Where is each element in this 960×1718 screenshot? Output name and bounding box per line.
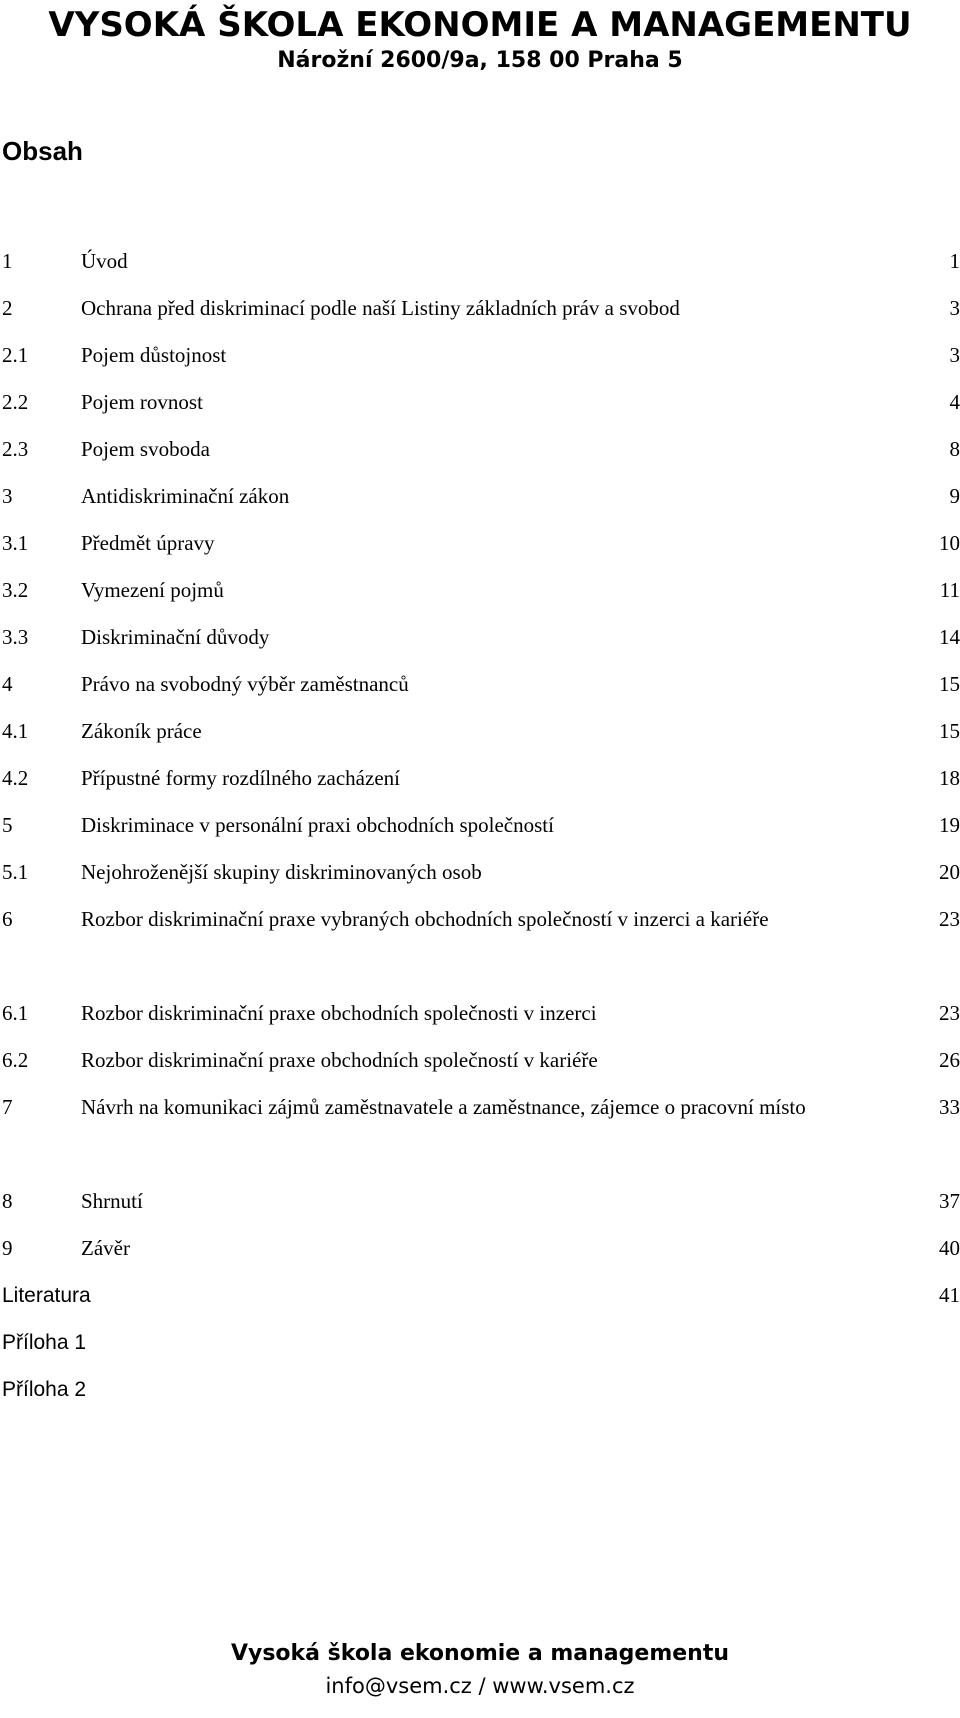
toc-entry-number: 3.3 <box>2 625 29 649</box>
toc-entry-page: 20 <box>939 860 960 884</box>
toc-entry-number: 5 <box>2 813 13 837</box>
toc-entry <box>0 1084 960 1178</box>
toc-entry <box>0 849 960 896</box>
toc-entry-title: Vymezení pojmů <box>81 578 224 602</box>
toc-entry-number: 9 <box>2 1236 13 1260</box>
toc-entry <box>0 1319 960 1366</box>
school-name: VYSOKÁ ŠKOLA EKONOMIE A MANAGEMENTU <box>48 5 912 45</box>
toc-entry-page: 3 <box>949 343 960 367</box>
toc-entry <box>0 332 960 379</box>
toc-entry-page: 23 <box>939 907 960 931</box>
toc-entry <box>0 1366 960 1413</box>
toc-entry <box>0 1225 960 1272</box>
toc-entry-page: 40 <box>939 1236 960 1260</box>
toc-entry <box>0 1178 960 1225</box>
toc-entry-number: 4.1 <box>2 719 29 743</box>
toc-entry <box>0 990 960 1037</box>
toc-entry <box>0 473 960 520</box>
toc-entry-number: 1 <box>2 249 13 273</box>
toc-entry-number: 3 <box>2 484 13 508</box>
toc-entry <box>0 802 960 849</box>
toc-entry <box>0 755 960 802</box>
toc-entry-title: Právo na svobodný výběr zaměstnanců <box>81 672 409 696</box>
toc-entry <box>0 285 960 332</box>
toc-entry-number: 2.2 <box>2 390 29 414</box>
toc-entry-title: Závěr <box>81 1236 130 1260</box>
toc-entry-title: Pojem důstojnost <box>81 343 227 367</box>
toc-entry <box>0 1272 960 1319</box>
toc-entry-number: 5.1 <box>2 860 29 884</box>
toc-entry <box>0 238 960 285</box>
toc-entry-title: Zákoník práce <box>81 719 202 743</box>
toc-entry-page: 14 <box>939 625 960 649</box>
toc-entry-page: 3 <box>949 296 960 320</box>
toc-heading: Obsah <box>2 136 83 166</box>
toc-entry-number: 3.1 <box>2 531 29 555</box>
toc-entry-title: Úvod <box>81 249 128 273</box>
toc-entry-page: 10 <box>939 531 960 555</box>
toc-entry-page: 15 <box>939 672 960 696</box>
toc-entry-title: Shrnutí <box>81 1189 143 1213</box>
toc-entry-title: Rozbor diskriminační praxe obchodních společnosti v inzerci <box>81 1001 597 1025</box>
toc-entry-number: 4 <box>2 672 13 696</box>
toc-entry-title: Rozbor diskriminační praxe obchodních společností v kariéře <box>81 1048 598 1072</box>
toc-entry-number: 8 <box>2 1189 13 1213</box>
toc-entry <box>0 520 960 567</box>
toc-entry-title: Pojem rovnost <box>81 390 203 414</box>
toc-entry-page: 11 <box>939 578 960 602</box>
footer-contact: info@vsem.cz / www.vsem.cz <box>325 1674 635 1698</box>
toc-entry-page: 26 <box>939 1048 960 1072</box>
toc-entry-title: Rozbor diskriminační praxe vybraných obchodních společností v inzerci a kariéře <box>81 907 769 931</box>
toc-entry-page: 41 <box>939 1283 960 1307</box>
toc-entry-title: Diskriminace v personální praxi obchodních společností <box>81 813 554 837</box>
toc-entry-title: Diskriminační důvody <box>81 625 270 649</box>
toc-entry-number: 2.3 <box>2 437 29 461</box>
toc-entry <box>0 708 960 755</box>
toc-entry-number: 6.2 <box>2 1048 29 1072</box>
toc-entry-title: Předmět úpravy <box>81 531 215 555</box>
toc-entry-title: Návrh na komunikaci zájmů zaměstnavatele a zaměstnance, zájemce o pracovní místo <box>81 1095 806 1119</box>
footer-school-name: Vysoká škola ekonomie a managementu <box>230 1641 730 1666</box>
toc-entry <box>0 426 960 473</box>
toc-entry-number: 6.1 <box>2 1001 29 1025</box>
toc-entry <box>0 896 960 990</box>
toc-entry-page: 37 <box>939 1189 960 1213</box>
toc-entry-page: 33 <box>939 1095 960 1119</box>
table-of-contents <box>0 238 960 1413</box>
toc-entry <box>0 379 960 426</box>
toc-entry-title: Ochrana před diskriminací podle naší Listiny základních práv a svobod <box>81 296 680 320</box>
toc-entry-number: 3.2 <box>2 578 29 602</box>
toc-entry-page: 4 <box>949 390 960 414</box>
toc-entry-page: 1 <box>949 249 960 273</box>
toc-entry-number: 6 <box>2 907 13 931</box>
toc-entry-page: 19 <box>939 813 960 837</box>
toc-entry-page: 18 <box>939 766 960 790</box>
toc-entry-page: 15 <box>939 719 960 743</box>
toc-entry-number: 2.1 <box>2 343 29 367</box>
toc-entry-number: 7 <box>2 1095 13 1119</box>
toc-entry-title: Literatura <box>2 1284 91 1307</box>
toc-entry-page: 8 <box>949 437 960 461</box>
toc-entry-title: Přípustné formy rozdílného zacházení <box>81 766 400 790</box>
toc-entry-title: Pojem svoboda <box>81 437 210 461</box>
toc-entry-page: 9 <box>949 484 960 508</box>
toc-entry-title: Příloha 1 <box>2 1331 87 1354</box>
school-address: Nárožní 2600/9a, 158 00 Praha 5 <box>277 48 683 73</box>
toc-entry-number: 4.2 <box>2 766 29 790</box>
toc-entry <box>0 567 960 614</box>
toc-entry-title: Nejohroženější skupiny diskriminovaných osob <box>81 860 482 884</box>
toc-entry <box>0 661 960 708</box>
toc-entry-page: 23 <box>939 1001 960 1025</box>
toc-entry <box>0 1037 960 1084</box>
toc-entry <box>0 614 960 661</box>
toc-entry-title: Antidiskriminační zákon <box>81 484 290 508</box>
toc-entry-title: Příloha 2 <box>2 1378 87 1401</box>
toc-entry-number: 2 <box>2 296 13 320</box>
